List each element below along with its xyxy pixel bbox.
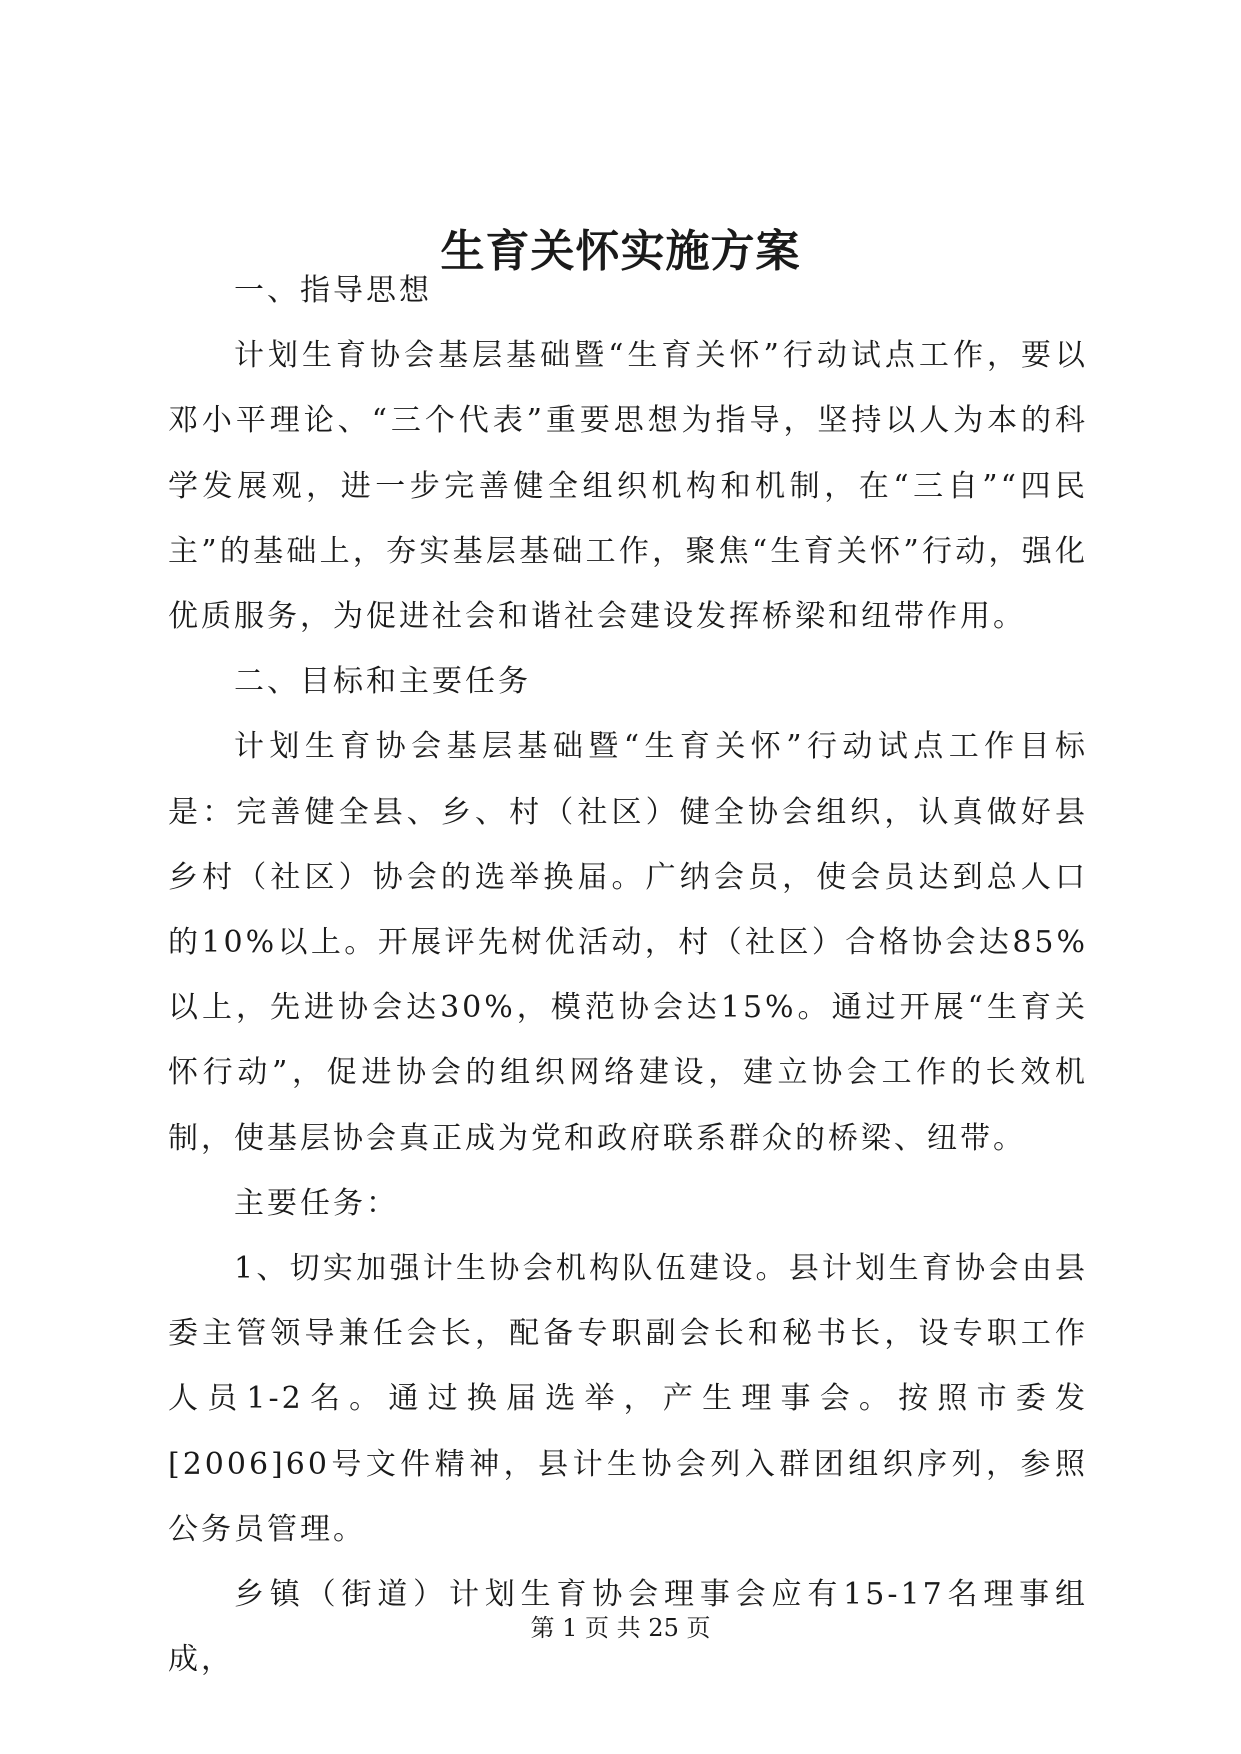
section-heading-goals-tasks: 二、目标和主要任务 [234, 664, 531, 700]
page-footer: 第 1 页 共 25 页 [530, 1614, 711, 1642]
paragraph-goals: 计划生育协会基层基础暨“生育关怀”行动试点工作目标是：完善健全县、乡、村（社区）健全协会组织，认真做好县乡村（社区）协会的选举换届。广纳会员，使会员达到总人口的10%以上。开展评先树优活动，村（社区）合格协会达85%以上，先进协会达30%，模范协会达15%。通过开展“生育关怀行动”，促进协会的组织网络建设，建立协会工作的长效机制，使基层协会真正成为党和政府联系群众的桥梁、纽带。 [168, 729, 1088, 1156]
document-body [168, 258, 1088, 1692]
subheading-main-tasks: 主要任务： [234, 1185, 399, 1221]
section-heading-guiding-ideology: 一、指导思想 [234, 273, 432, 308]
paragraph-task-1: 1、切实加强计生协会机构队伍建设。县计划生育协会由县委主管领导兼任会长，配备专职副会长和秘书长，设专职工作人员1-2名。通过换届选举，产生理事会。按照市委发[2006]60号文件精神，县计生协会列入群团组织序列，参照公务员管理。 [168, 1251, 1088, 1547]
paragraph-township-association: 乡镇（街道）计划生育协会理事会应有15-17名理事组成， [168, 1577, 1088, 1678]
paragraph-guiding-ideology: 计划生育协会基层基础暨“生育关怀”行动试点工作，要以邓小平理论、“三个代表”重要思想为指导，坚持以人为本的科学发展观，进一步完善健全组织机构和机制，在“三自”“四民主”的基础上，夯实基层基础工作，聚焦“生育关怀”行动，强化优质服务，为促进社会和谐社会建设发挥桥梁和纽带作用。 [168, 338, 1088, 635]
document-title: 生育关怀实施方案 [440, 226, 801, 277]
